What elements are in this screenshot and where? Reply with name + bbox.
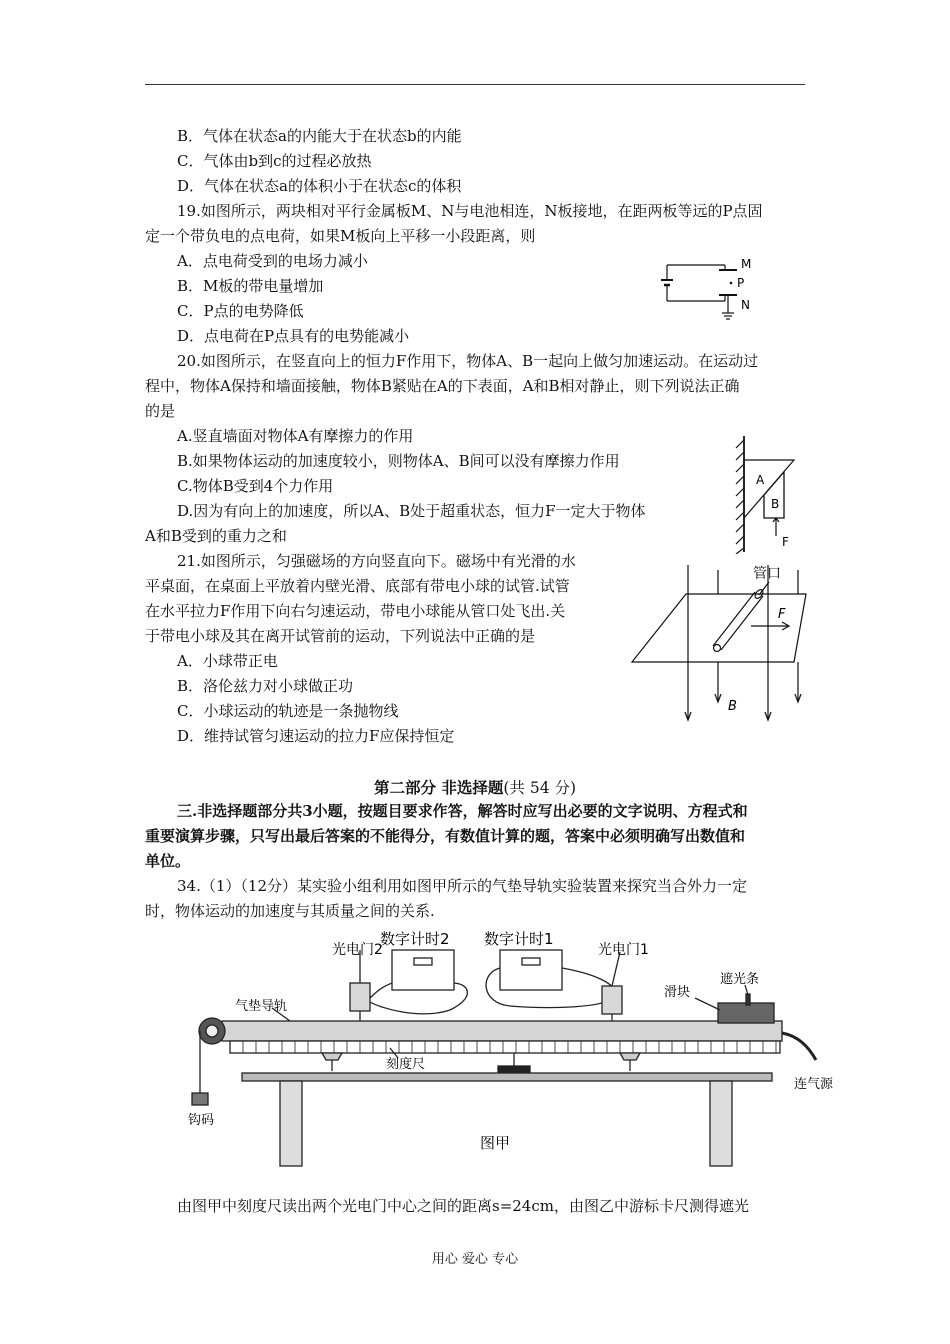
q20-stem-1: 20.如图所示，在竖直向上的恒力F作用下，物体A、B一起向上做匀加速运动。在运动过 [177, 352, 759, 370]
label-gate2: 光电门2 [332, 942, 383, 958]
q18-option-b: B．气体在状态a的内能大于在状态b的内能 [177, 127, 462, 145]
q34-after-figure: 由图甲中刻度尺读出两个光电门中心之间的距离s=24cm，由图乙中游标卡尺测得遮光 [177, 1197, 749, 1215]
q21-label-mouth: 管口 [753, 566, 781, 582]
q19-option-b: B．M板的带电量增加 [177, 277, 324, 295]
part2-instructions-3: 单位。 [145, 852, 191, 870]
q21-stem-4: 于带电小球及其在离开试管前的运动，下列说法中正确的是 [145, 627, 536, 645]
part2-instructions-2: 重要演算步骤，只写出最后答案的不能得分，有数值计算的题，答案中必须明确写出数值和 [145, 827, 746, 845]
q20-label-a: A [756, 473, 765, 487]
q21-label-f: F [778, 607, 786, 622]
q19-option-c: C．P点的电势降低 [177, 302, 304, 320]
q21-label-b: B [728, 699, 737, 714]
header-rule [145, 84, 805, 85]
label-weight: 钩码 [188, 1113, 215, 1128]
q19-label-n: N [741, 298, 750, 312]
label-timer2: 数字计时2 [380, 930, 450, 948]
q21-option-a: A．小球带正电 [177, 652, 278, 670]
q19-capacitor-figure [655, 255, 765, 327]
q19-option-a: A．点电荷受到的电场力减小 [177, 252, 368, 270]
q19-stem-2: 定一个带负电的点电荷，如果M板向上平移一小段距离，则 [145, 227, 536, 245]
part2-title-text: 第二部分 非选择题 [373, 778, 504, 797]
q19-label-m: M [741, 257, 752, 271]
q21-option-c: C．小球运动的轨迹是一条抛物线 [177, 702, 399, 720]
part2-instructions-1: 三.非选择题部分共3小题，按题目要求作答，解答时应写出必要的文字说明、方程式和 [177, 802, 748, 820]
q20-option-b: B.如果物体运动的加速度较小，则物体A、B间可以没有摩擦力作用 [177, 452, 620, 470]
q21-stem-1: 21.如图所示，匀强磁场的方向竖直向下。磁场中有光滑的水 [177, 552, 576, 570]
q19-option-d: D．点电荷在P点具有的电势能减小 [177, 327, 410, 345]
q18-option-d: D．气体在状态a的体积小于在状态c的体积 [177, 177, 462, 195]
label-gate1: 光电门1 [598, 942, 649, 958]
q20-stem-2: 程中，物体A保持和墙面接触，物体B紧贴在A的下表面，A和B相对静止，则下列说法正确 [145, 377, 740, 395]
q20-option-a: A.竖直墙面对物体A有摩擦力的作用 [177, 427, 414, 445]
label-shade: 遮光条 [720, 972, 760, 987]
q34-stem-1: 34.（1）（12分）某实验小组利用如图甲所示的气垫导轨实验装置来探究当合外力一定 [177, 877, 747, 895]
q18-option-c: C．气体由b到c的过程必放热 [177, 152, 372, 170]
q20-option-d-2: A和B受到的重力之和 [145, 527, 287, 545]
q21-stem-2: 平桌面，在桌面上平放着内壁光滑、底部有带电小球的试管.试管 [145, 577, 570, 595]
q20-stem-3: 的是 [145, 402, 176, 420]
q20-label-b: B [771, 497, 780, 511]
q21-option-d: D．维持试管匀速运动的拉力F应保持恒定 [177, 727, 455, 745]
label-timer1: 数字计时1 [484, 930, 554, 948]
q19-stem-1: 19.如图所示，两块相对平行金属板M、N与电池相连，N板接地，在距两板等远的P点固 [177, 202, 763, 220]
label-ruler: 刻度尺 [386, 1057, 426, 1072]
q21-stem-3: 在水平拉力F作用下向右匀速运动，带电小球能从管口处飞出.关 [145, 602, 566, 620]
figure-caption: 图甲 [480, 1134, 511, 1152]
label-slider: 滑块 [664, 985, 691, 1000]
q20-wall-block-figure [728, 432, 800, 554]
label-track: 气垫导轨 [235, 999, 288, 1014]
part2-points: (共 54 分) [503, 779, 577, 797]
page-footer: 用心 爱心 专心 [431, 1252, 519, 1267]
label-air: 连气源 [794, 1077, 834, 1092]
air-track-figure-jia [180, 928, 850, 1168]
q20-label-f: F [782, 535, 789, 549]
q20-option-c: C.物体B受到4个力作用 [177, 477, 334, 495]
q21-magnetic-field-figure [628, 560, 818, 728]
q19-label-p: P [737, 276, 745, 290]
q20-option-d-1: D.因为有向上的加速度，所以A、B处于超重状态，恒力F一定大于物体 [177, 502, 646, 520]
q21-option-b: B．洛伦兹力对小球做正功 [177, 677, 354, 695]
q34-stem-2: 时，物体运动的加速度与其质量之间的关系. [145, 902, 435, 920]
part2-title [0, 776, 950, 798]
